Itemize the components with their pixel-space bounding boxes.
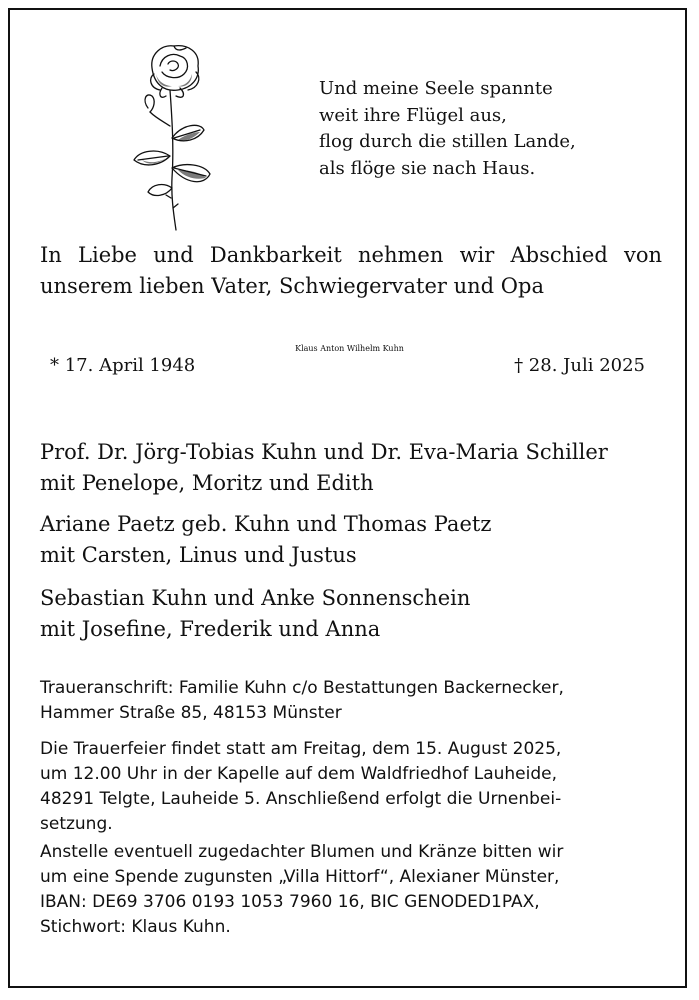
rose-illustration: [112, 38, 222, 234]
donation-info: [40, 840, 664, 940]
poem-line: als flöge sie nach Haus.: [319, 157, 536, 179]
address-line: Hammer Straße 85, 48153 Münster: [40, 703, 342, 723]
ceremony-line: setzung.: [40, 814, 113, 834]
poem: [319, 76, 576, 182]
family-group: [40, 437, 664, 499]
ceremony-info: [40, 737, 664, 837]
family-line: mit Carsten, Linus und Justus: [40, 543, 357, 567]
family-line: mit Josefine, Frederik und Anna: [40, 617, 381, 641]
family-line: Prof. Dr. Jörg-Tobias Kuhn und Dr. Eva-Maria Schiller: [40, 440, 608, 464]
poem-line: weit ihre Flügel aus,: [319, 104, 507, 126]
death-date: † 28. Juli 2025: [514, 355, 645, 376]
donation-line: um eine Spende zugunsten „Villa Hittorf“, Alexianer Münster,: [40, 867, 560, 887]
family-line: Ariane Paetz geb. Kuhn und Thomas Paetz: [40, 512, 492, 536]
poem-line: Und meine Seele spannte: [319, 78, 553, 99]
donation-line: IBAN: DE69 3706 0193 1053 7960 16, BIC GENODED1PAX,: [40, 892, 540, 912]
family-line: mit Penelope, Moritz und Edith: [40, 471, 374, 495]
family-line: Sebastian Kuhn und Anke Sonnenschein: [40, 586, 471, 610]
ceremony-line: um 12.00 Uhr in der Kapelle auf dem Waldfriedhof Lauheide,: [40, 764, 558, 784]
intro-line: In Liebe und Dankbarkeit nehmen wir Abschied von: [40, 243, 662, 267]
donation-line: Stichwort: Klaus Kuhn.: [40, 917, 231, 937]
intro-text: [40, 240, 662, 302]
family-group: [40, 583, 664, 645]
ceremony-line: 48291 Telgte, Lauheide 5. Anschließend erfolgt die Urnenbei-: [40, 789, 562, 809]
birth-date: * 17. April 1948: [50, 355, 196, 376]
deceased-name: Klaus Anton Wilhelm Kuhn: [295, 344, 404, 353]
ceremony-line: Die Trauerfeier findet statt am Freitag, dem 15. August 2025,: [40, 739, 562, 759]
address-line: Traueranschrift: Familie Kuhn c/o Bestattungen Backernecker,: [40, 678, 564, 698]
family-group: [40, 509, 664, 571]
poem-line: flog durch die stillen Lande,: [319, 131, 576, 152]
donation-line: Anstelle eventuell zugedachter Blumen und Kränze bitten wir: [40, 842, 564, 862]
intro-line: unserem lieben Vater, Schwiegervater und Opa: [40, 274, 544, 298]
mourning-address: [40, 676, 664, 726]
